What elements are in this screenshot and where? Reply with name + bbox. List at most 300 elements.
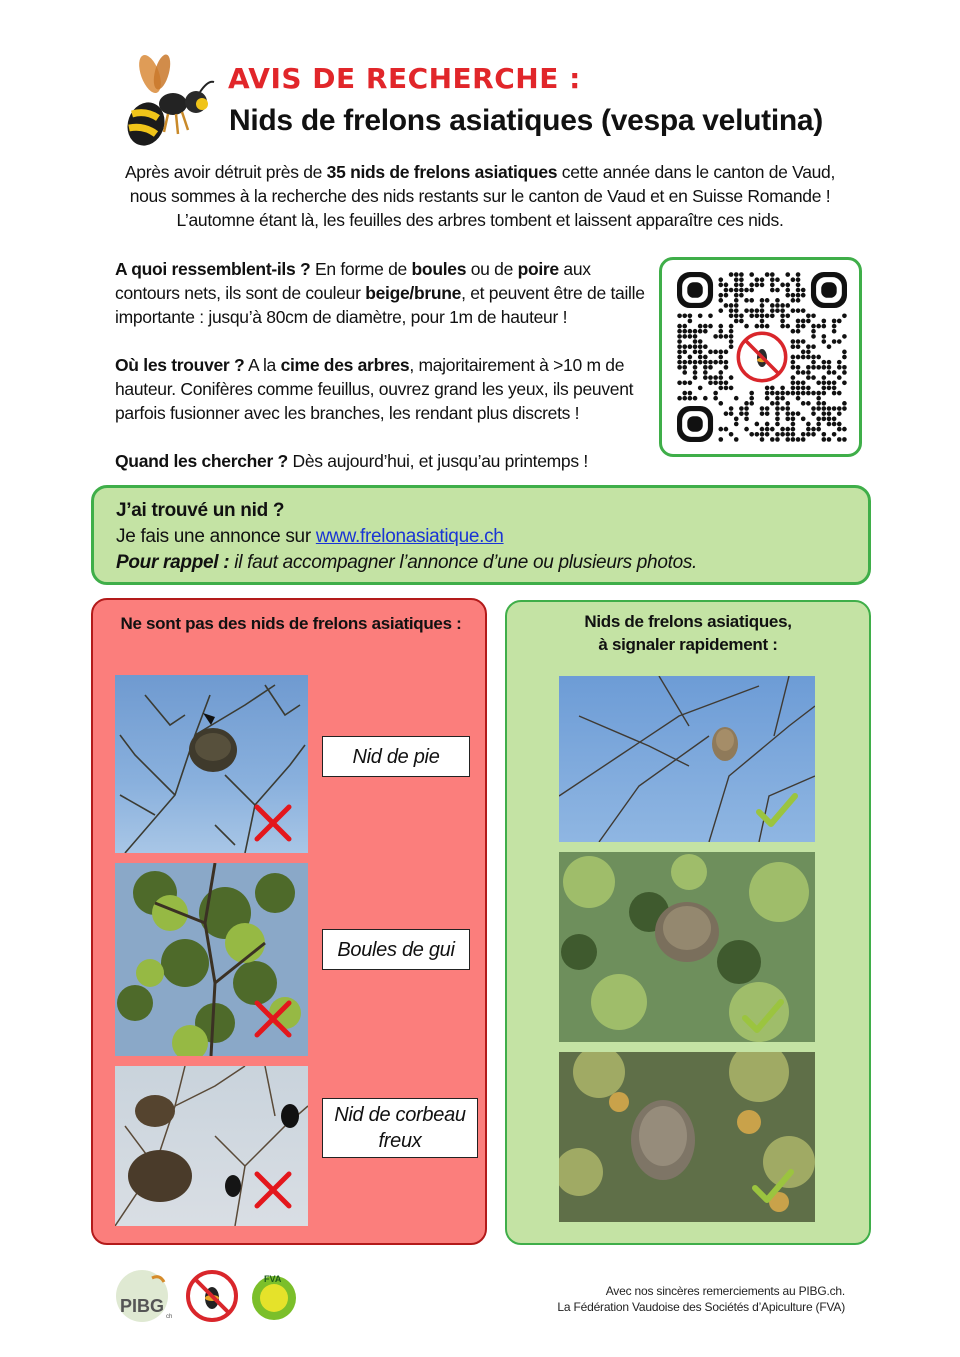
- qr-dot: [832, 406, 837, 411]
- qr-dot: [822, 391, 827, 396]
- qr-dot: [775, 437, 780, 442]
- qr-finder-pattern: [677, 272, 713, 308]
- qr-dot: [718, 277, 723, 282]
- qr-dot: [827, 386, 832, 391]
- qr-dot: [755, 313, 760, 318]
- qr-dot: [796, 298, 801, 303]
- qr-dot: [765, 422, 770, 427]
- qr-dot: [698, 386, 703, 391]
- qr-dot: [801, 339, 806, 344]
- qr-dot: [724, 360, 729, 365]
- qr-dot: [724, 411, 729, 416]
- qr-dot: [755, 432, 760, 437]
- qr-dot: [760, 437, 765, 442]
- photo-mistletoe: [115, 863, 308, 1056]
- hornet-panel-title: [507, 610, 869, 656]
- qr-dot: [677, 350, 682, 355]
- svg-text:PIBG: PIBG: [120, 1296, 165, 1316]
- qr-dot: [822, 319, 827, 324]
- qr-dot: [760, 283, 765, 288]
- qr-dot: [755, 324, 760, 329]
- info-bold: beige/brune: [365, 283, 462, 303]
- qr-dot: [677, 365, 682, 370]
- qr-dot: [677, 324, 682, 329]
- qr-dot: [801, 355, 806, 360]
- qr-dot: [837, 360, 842, 365]
- qr-dot: [718, 334, 723, 339]
- qr-dot: [718, 293, 723, 298]
- qr-dot: [811, 334, 816, 339]
- qr-dot: [744, 417, 749, 422]
- partner-logos: [112, 1268, 302, 1328]
- qr-dot: [822, 386, 827, 391]
- qr-dot: [811, 329, 816, 334]
- qr-dot: [796, 319, 801, 324]
- report-link[interactable]: www.frelonasiatique.ch: [315, 526, 504, 547]
- qr-dot: [780, 391, 785, 396]
- qr-dot: [682, 350, 687, 355]
- qr-dot: [775, 422, 780, 427]
- photo-hornet-nest-2: [559, 852, 815, 1042]
- info-bold: poire: [517, 259, 559, 279]
- qr-dot: [718, 380, 723, 385]
- photo-hornet-nest-1: [559, 676, 815, 842]
- qr-dot: [713, 396, 718, 401]
- qr-dot: [801, 350, 806, 355]
- qr-dot: [688, 380, 693, 385]
- qr-dot: [801, 370, 806, 375]
- hornet-panel: [505, 600, 871, 1245]
- qr-dot: [775, 396, 780, 401]
- qr-dot: [749, 313, 754, 318]
- qr-dot: [842, 355, 847, 360]
- qr-dot: [749, 288, 754, 293]
- qr-dot: [811, 355, 816, 360]
- qr-dot: [682, 380, 687, 385]
- qr-dot: [718, 355, 723, 360]
- qr-dot: [765, 432, 770, 437]
- qr-dot: [837, 437, 842, 442]
- qr-dot: [780, 308, 785, 313]
- qr-dot: [816, 355, 821, 360]
- qr-dot: [677, 334, 682, 339]
- qr-dot: [682, 324, 687, 329]
- qr-dot: [749, 298, 754, 303]
- qr-dot: [780, 396, 785, 401]
- qr-dot: [801, 401, 806, 406]
- qr-dot: [677, 313, 682, 318]
- qr-dot: [760, 324, 765, 329]
- credit-line-1: Avec nos sincères remerciements au PIBG.ch.: [605, 1284, 845, 1298]
- qr-dot: [780, 432, 785, 437]
- qr-dot: [801, 437, 806, 442]
- qr-dot: [682, 344, 687, 349]
- reminder-line: [116, 550, 868, 576]
- cross-icon: [257, 1174, 289, 1206]
- qr-dot: [770, 401, 775, 406]
- qr-dot: [718, 375, 723, 380]
- qr-dot: [770, 437, 775, 442]
- qr-dot: [816, 391, 821, 396]
- qr-dot: [842, 370, 847, 375]
- qr-dot: [832, 391, 837, 396]
- qr-dot: [729, 329, 734, 334]
- qr-dot: [682, 370, 687, 375]
- cross-icon: [257, 807, 289, 839]
- qr-dot: [796, 339, 801, 344]
- qr-dot: [816, 427, 821, 432]
- qr-dot: [822, 401, 827, 406]
- qr-dot: [780, 427, 785, 432]
- qr-dot: [827, 380, 832, 385]
- qr-dot: [755, 422, 760, 427]
- intro-text-c: cette année dans le canton de Vaud,: [557, 162, 836, 182]
- qr-dot: [785, 417, 790, 422]
- qr-dot: [734, 277, 739, 282]
- qr-dot: [744, 288, 749, 293]
- qr-dot: [693, 375, 698, 380]
- qr-dot: [688, 313, 693, 318]
- qr-dot: [775, 417, 780, 422]
- qr-finder-pattern: [677, 406, 713, 442]
- qr-dot: [801, 391, 806, 396]
- qr-dot: [827, 417, 832, 422]
- qr-dot: [785, 437, 790, 442]
- intro-text-a: Après avoir détruit près de: [124, 162, 327, 182]
- qr-dot: [796, 380, 801, 385]
- qr-dot: [734, 396, 739, 401]
- info-text: Dès aujourd’hui, et jusqu’au printemps !: [287, 451, 588, 471]
- qr-dot: [755, 277, 760, 282]
- qr-dot: [785, 303, 790, 308]
- qr-dot: [760, 277, 765, 282]
- qr-dot: [806, 391, 811, 396]
- qr-dot: [677, 380, 682, 385]
- hornet-nest-image-2: [559, 852, 815, 1042]
- qr-dot: [796, 344, 801, 349]
- qr-dot: [827, 360, 832, 365]
- qr-dot: [791, 360, 796, 365]
- qr-dot: [775, 288, 780, 293]
- qr-dot: [729, 386, 734, 391]
- qr-dot: [770, 391, 775, 396]
- qr-dot: [775, 298, 780, 303]
- qr-dot: [713, 334, 718, 339]
- qr-dot: [816, 380, 821, 385]
- qr-dot: [734, 308, 739, 313]
- qr-dot: [770, 303, 775, 308]
- qr-dot: [693, 350, 698, 355]
- info-text: ou de: [466, 259, 518, 279]
- found-nest-box: [91, 485, 871, 585]
- qr-dot: [822, 406, 827, 411]
- qr-dot: [796, 324, 801, 329]
- qr-dot: [760, 308, 765, 313]
- qr-dot: [703, 375, 708, 380]
- qr-dot: [775, 391, 780, 396]
- qr-dot: [729, 324, 734, 329]
- qr-dot: [698, 339, 703, 344]
- qr-dot: [842, 313, 847, 318]
- qr-dot: [801, 386, 806, 391]
- qr-dot: [770, 272, 775, 277]
- qr-dot: [755, 283, 760, 288]
- qr-dot: [832, 370, 837, 375]
- qr-dot: [708, 313, 713, 318]
- qr-dot: [729, 432, 734, 437]
- not-hornet-title: Ne sont pas des nids de frelons asiatiques :: [120, 614, 462, 633]
- qr-dot: [837, 411, 842, 416]
- hornet-title-line-2: à signaler rapidement :: [598, 635, 778, 654]
- qr-dot: [760, 427, 765, 432]
- qr-dot: [739, 411, 744, 416]
- qr-dot: [842, 350, 847, 355]
- svg-text:FVA: FVA: [264, 1274, 282, 1284]
- check-icon: [759, 796, 795, 824]
- label-rook-nest: Nid de corbeau freux: [322, 1098, 478, 1158]
- qr-dot: [811, 375, 816, 380]
- hornet-nest-image-1: [559, 676, 815, 842]
- qr-dot: [713, 391, 718, 396]
- appearance-label: A quoi ressemblent-ils ?: [115, 259, 311, 279]
- info-timing: [115, 449, 660, 473]
- qr-dot: [827, 365, 832, 370]
- info-text: aux contours nets, ils sont de couleur: [115, 259, 591, 303]
- qr-dot: [724, 283, 729, 288]
- qr-dot: [703, 329, 708, 334]
- qr-dot: [739, 288, 744, 293]
- qr-dot: [682, 396, 687, 401]
- found-text: Je fais une annonce sur: [116, 526, 316, 547]
- qr-dot: [744, 324, 749, 329]
- qr-dot: [822, 411, 827, 416]
- qr-dot: [724, 293, 729, 298]
- mistletoe-image: [115, 863, 308, 1056]
- qr-dot: [827, 437, 832, 442]
- label-magpie-nest: Nid de pie: [322, 736, 470, 777]
- qr-dot: [806, 386, 811, 391]
- qr-dot: [744, 406, 749, 411]
- location-label: Où les trouver ?: [115, 355, 245, 375]
- qr-dot: [693, 396, 698, 401]
- qr-dot: [791, 344, 796, 349]
- qr-dot: [780, 406, 785, 411]
- qr-dot: [822, 365, 827, 370]
- info-appearance: [115, 257, 660, 329]
- qr-dot: [775, 411, 780, 416]
- intro-text: [100, 160, 860, 232]
- qr-dot: [729, 334, 734, 339]
- qr-dot: [822, 437, 827, 442]
- qr-dot: [796, 437, 801, 442]
- qr-dot: [708, 350, 713, 355]
- qr-dot: [729, 339, 734, 344]
- qr-dot: [698, 329, 703, 334]
- qr-dot: [729, 272, 734, 277]
- qr-dot: [791, 380, 796, 385]
- qr-dot: [801, 308, 806, 313]
- qr-dot: [765, 411, 770, 416]
- qr-code[interactable]: [677, 272, 847, 442]
- qr-dot: [688, 344, 693, 349]
- qr-dot: [801, 293, 806, 298]
- qr-dot: [677, 339, 682, 344]
- qr-dot: [806, 422, 811, 427]
- qr-dot: [718, 427, 723, 432]
- qr-dot: [677, 355, 682, 360]
- qr-dot: [724, 386, 729, 391]
- qr-dot: [760, 411, 765, 416]
- qr-dot: [677, 329, 682, 334]
- qr-dot: [822, 375, 827, 380]
- qr-dot: [698, 344, 703, 349]
- qr-dot: [796, 365, 801, 370]
- qr-dot: [801, 432, 806, 437]
- qr-dot: [811, 365, 816, 370]
- qr-dot: [796, 283, 801, 288]
- qr-dot: [682, 365, 687, 370]
- qr-dot: [729, 308, 734, 313]
- qr-dot: [729, 406, 734, 411]
- intro-line-2: nous sommes à la recherche des nids restants sur le canton de Vaud et en Suisse Romande !: [129, 186, 831, 206]
- qr-finder-pattern: [811, 272, 847, 308]
- qr-dot: [682, 360, 687, 365]
- qr-dot: [806, 375, 811, 380]
- qr-dot: [811, 427, 816, 432]
- qr-dot: [729, 313, 734, 318]
- qr-dot: [688, 319, 693, 324]
- qr-dot: [770, 283, 775, 288]
- label-mistletoe: Boules de gui: [322, 929, 470, 970]
- qr-dot: [749, 283, 754, 288]
- qr-dot: [693, 344, 698, 349]
- qr-dot: [724, 427, 729, 432]
- photo-hornet-nest-3: [559, 1052, 815, 1222]
- qr-dot: [703, 365, 708, 370]
- reminder-text: il faut accompagner l’annonce d’une ou plusieurs photos.: [229, 552, 698, 573]
- qr-dot: [785, 406, 790, 411]
- qr-dot: [718, 437, 723, 442]
- qr-dot: [822, 380, 827, 385]
- qr-dot: [713, 350, 718, 355]
- reminder-label: Pour rappel :: [116, 552, 230, 573]
- qr-dot: [688, 329, 693, 334]
- qr-dot: [791, 417, 796, 422]
- qr-dot: [765, 391, 770, 396]
- qr-dot: [785, 324, 790, 329]
- qr-dot: [837, 427, 842, 432]
- qr-dot: [780, 324, 785, 329]
- qr-dot: [770, 308, 775, 313]
- qr-dot: [718, 329, 723, 334]
- qr-dot: [791, 277, 796, 282]
- qr-dot: [688, 360, 693, 365]
- qr-dot: [718, 370, 723, 375]
- qr-dot: [765, 298, 770, 303]
- qr-dot: [703, 370, 708, 375]
- qr-dot: [827, 344, 832, 349]
- qr-dot: [811, 391, 816, 396]
- qr-dot: [770, 386, 775, 391]
- qr-dot: [698, 324, 703, 329]
- info-location: [115, 353, 660, 425]
- qr-dot: [842, 365, 847, 370]
- qr-dot: [806, 427, 811, 432]
- qr-code-box[interactable]: [659, 257, 862, 457]
- qr-dot: [791, 339, 796, 344]
- qr-dot: [682, 391, 687, 396]
- qr-dot: [832, 324, 837, 329]
- qr-dot: [806, 319, 811, 324]
- qr-dot: [822, 334, 827, 339]
- qr-dot: [749, 396, 754, 401]
- qr-dot: [785, 288, 790, 293]
- qr-dot: [842, 427, 847, 432]
- qr-dot: [796, 396, 801, 401]
- info-section: [115, 257, 660, 497]
- qr-dot: [832, 339, 837, 344]
- qr-dot: [744, 401, 749, 406]
- qr-dot: [791, 391, 796, 396]
- qr-dot: [703, 324, 708, 329]
- qr-dot: [827, 406, 832, 411]
- qr-dot: [806, 370, 811, 375]
- qr-dot: [842, 380, 847, 385]
- qr-dot: [806, 401, 811, 406]
- qr-dot: [816, 365, 821, 370]
- title-wanted: AVIS DE RECHERCHE :: [228, 62, 581, 95]
- qr-dot: [816, 422, 821, 427]
- qr-dot: [729, 344, 734, 349]
- qr-dot: [724, 303, 729, 308]
- qr-dot: [785, 272, 790, 277]
- qr-dot: [796, 293, 801, 298]
- qr-dot: [785, 411, 790, 416]
- qr-dot: [744, 427, 749, 432]
- qr-dot: [718, 401, 723, 406]
- qr-dot: [739, 406, 744, 411]
- qr-dot: [785, 313, 790, 318]
- qr-dot: [734, 303, 739, 308]
- qr-dot: [816, 417, 821, 422]
- qr-dot: [837, 391, 842, 396]
- qr-dot: [718, 308, 723, 313]
- qr-dot: [811, 411, 816, 416]
- qr-dot: [703, 396, 708, 401]
- qr-dot: [734, 298, 739, 303]
- qr-dot: [677, 396, 682, 401]
- qr-dot: [811, 324, 816, 329]
- qr-dot: [791, 427, 796, 432]
- qr-dot: [796, 308, 801, 313]
- qr-dot: [801, 380, 806, 385]
- qr-dot: [801, 324, 806, 329]
- qr-dot: [693, 365, 698, 370]
- qr-dot: [780, 303, 785, 308]
- qr-dot: [688, 355, 693, 360]
- qr-dot: [796, 288, 801, 293]
- credit-line-2: La Fédération Vaudoise des Sociétés d’Apiculture (FVA): [557, 1300, 845, 1314]
- intro-highlight: 35 nids de frelons asiatiques: [326, 162, 558, 182]
- info-text: A la: [244, 355, 281, 375]
- qr-dot: [796, 386, 801, 391]
- hornet-title-line-1: Nids de frelons asiatiques,: [584, 612, 792, 631]
- qr-dot: [708, 324, 713, 329]
- qr-dot: [724, 288, 729, 293]
- qr-dot: [822, 432, 827, 437]
- qr-dot: [739, 272, 744, 277]
- qr-dot: [816, 406, 821, 411]
